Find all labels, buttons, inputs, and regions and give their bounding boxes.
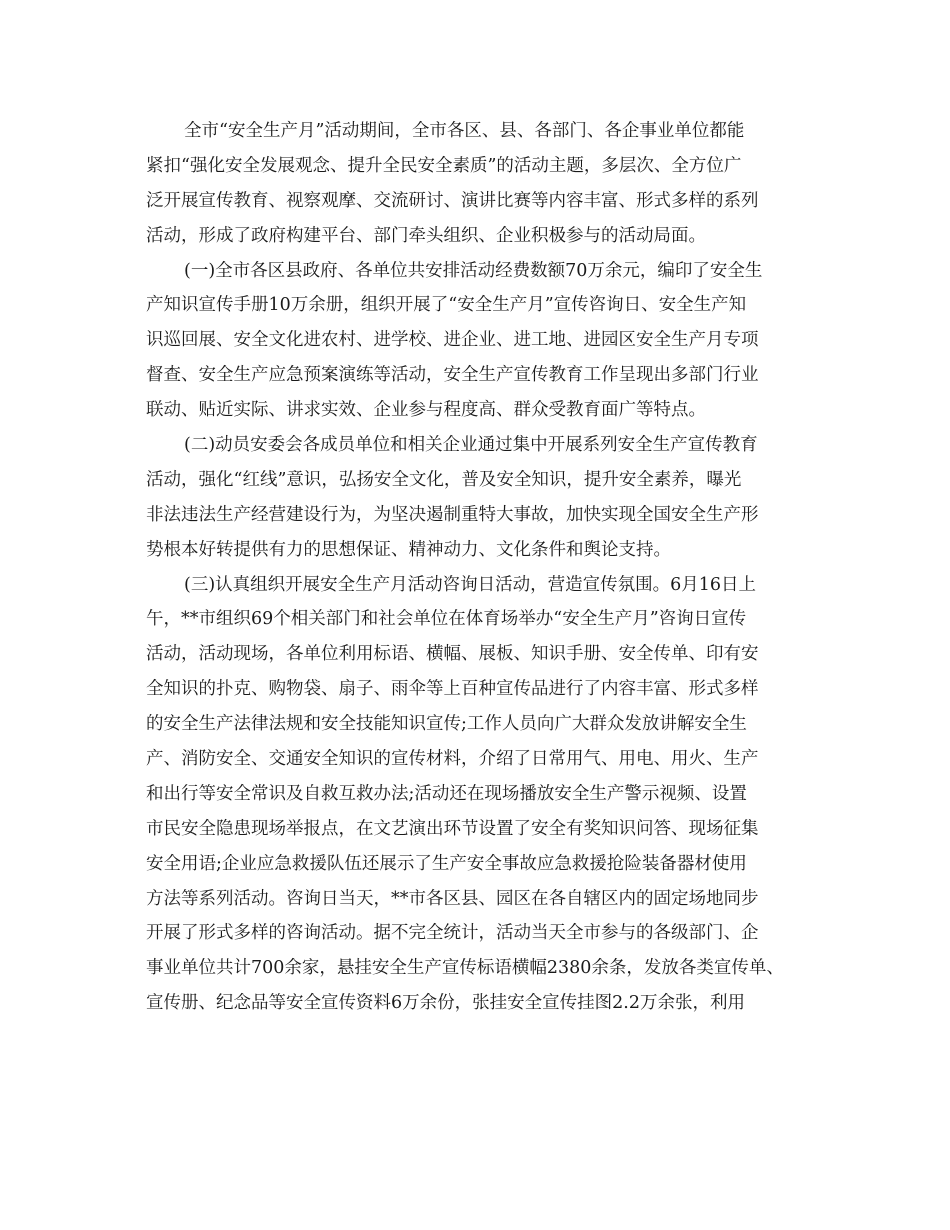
text-line: 势根本好转提供有力的思想保证、精神动力、文化条件和舆论支持。	[146, 539, 671, 560]
text-line: 方法等系列活动。咨询日当天，**市各区县、园区在各自辖区内的固定场地同步	[146, 888, 759, 909]
paragraph-section-1	[146, 254, 806, 428]
text-line: (三)认真组织开展安全生产月活动咨询日活动，营造宣传氛围。6月16日上	[184, 574, 757, 595]
text-line: 宣传册、纪念品等安全宣传资料6万余份，张挂安全宣传挂图2.2万余张，利用	[146, 993, 745, 1014]
text-line: 和出行等安全常识及自救互救办法;活动还在现场播放安全生产警示视频、设置	[146, 783, 747, 804]
text-line: 非法违法生产经营建设行为，为坚决遏制重特大事故，加快实现全国安全生产形	[146, 504, 759, 525]
paragraph-section-3	[146, 568, 806, 1022]
text-line: 市民安全隐患现场举报点，在文艺演出环节设置了安全有奖知识问答、现场征集	[146, 818, 759, 839]
text-line: 事业单位共计700余家，悬挂安全生产宣传标语横幅2380余条，发放各类宣传单、	[146, 958, 784, 979]
text-line: 联动、贴近实际、讲求实效、企业参与程度高、群众受教育面广等特点。	[146, 400, 706, 421]
text-line: 泛开展宣传教育、视察观摩、交流研讨、演讲比赛等内容丰富、形式多样的系列	[146, 190, 759, 211]
paragraph-intro	[146, 114, 806, 254]
text-line: 督查、安全生产应急预案演练等活动，安全生产宣传教育工作呈现出多部门行业	[146, 365, 759, 386]
text-line: 安全用语;企业应急救援队伍还展示了生产安全事故应急救援抢险装备器材使用	[146, 853, 747, 874]
text-line: (一)全市各区县政府、各单位共安排活动经费数额70万余元，编印了安全生	[184, 260, 763, 281]
text-line: 识巡回展、安全文化进农村、进学校、进企业、进工地、进园区安全生产月专项	[146, 330, 759, 351]
text-line: 全知识的扑克、购物袋、扇子、雨伞等上百种宣传品进行了内容丰富、形式多样	[146, 679, 759, 700]
text-line: 紧扣“强化安全发展观念、提升全民安全素质”的活动主题，多层次、全方位广	[146, 155, 742, 176]
paragraph-section-2	[146, 428, 806, 568]
text-line: 全市“安全生产月”活动期间，全市各区、县、各部门、各企事业单位都能	[184, 121, 745, 141]
text-line: 午，**市组织69个相关部门和社会单位在体育场举办“安全生产月”咨询日宣传	[146, 609, 747, 630]
document-body	[146, 114, 806, 1021]
text-line: 活动，形成了政府构建平台、部门牵头组织、企业积极参与的活动局面。	[146, 225, 706, 246]
text-line: 活动，活动现场，各单位利用标语、横幅、展板、知识手册、安全传单、印有安	[146, 644, 759, 665]
text-line: 产知识宣传手册10万余册，组织开展了“安全生产月”宣传咨询日、安全生产知	[146, 295, 747, 316]
text-line: 的安全生产法律法规和安全技能知识宣传;工作人员向广大群众发放讲解安全生	[146, 714, 747, 735]
text-line: 开展了形式多样的咨询活动。据不完全统计，活动当天全市参与的各级部门、企	[146, 923, 759, 944]
text-line: 活动，强化“红线”意识，弘扬安全文化，普及安全知识，提升安全素养，曝光	[146, 469, 742, 490]
text-line: (二)动员安委会各成员单位和相关企业通过集中开展系列安全生产宣传教育	[184, 435, 758, 456]
text-line: 产、消防安全、交通安全知识的宣传材料，介绍了日常用气、用电、用火、生产	[146, 749, 759, 770]
